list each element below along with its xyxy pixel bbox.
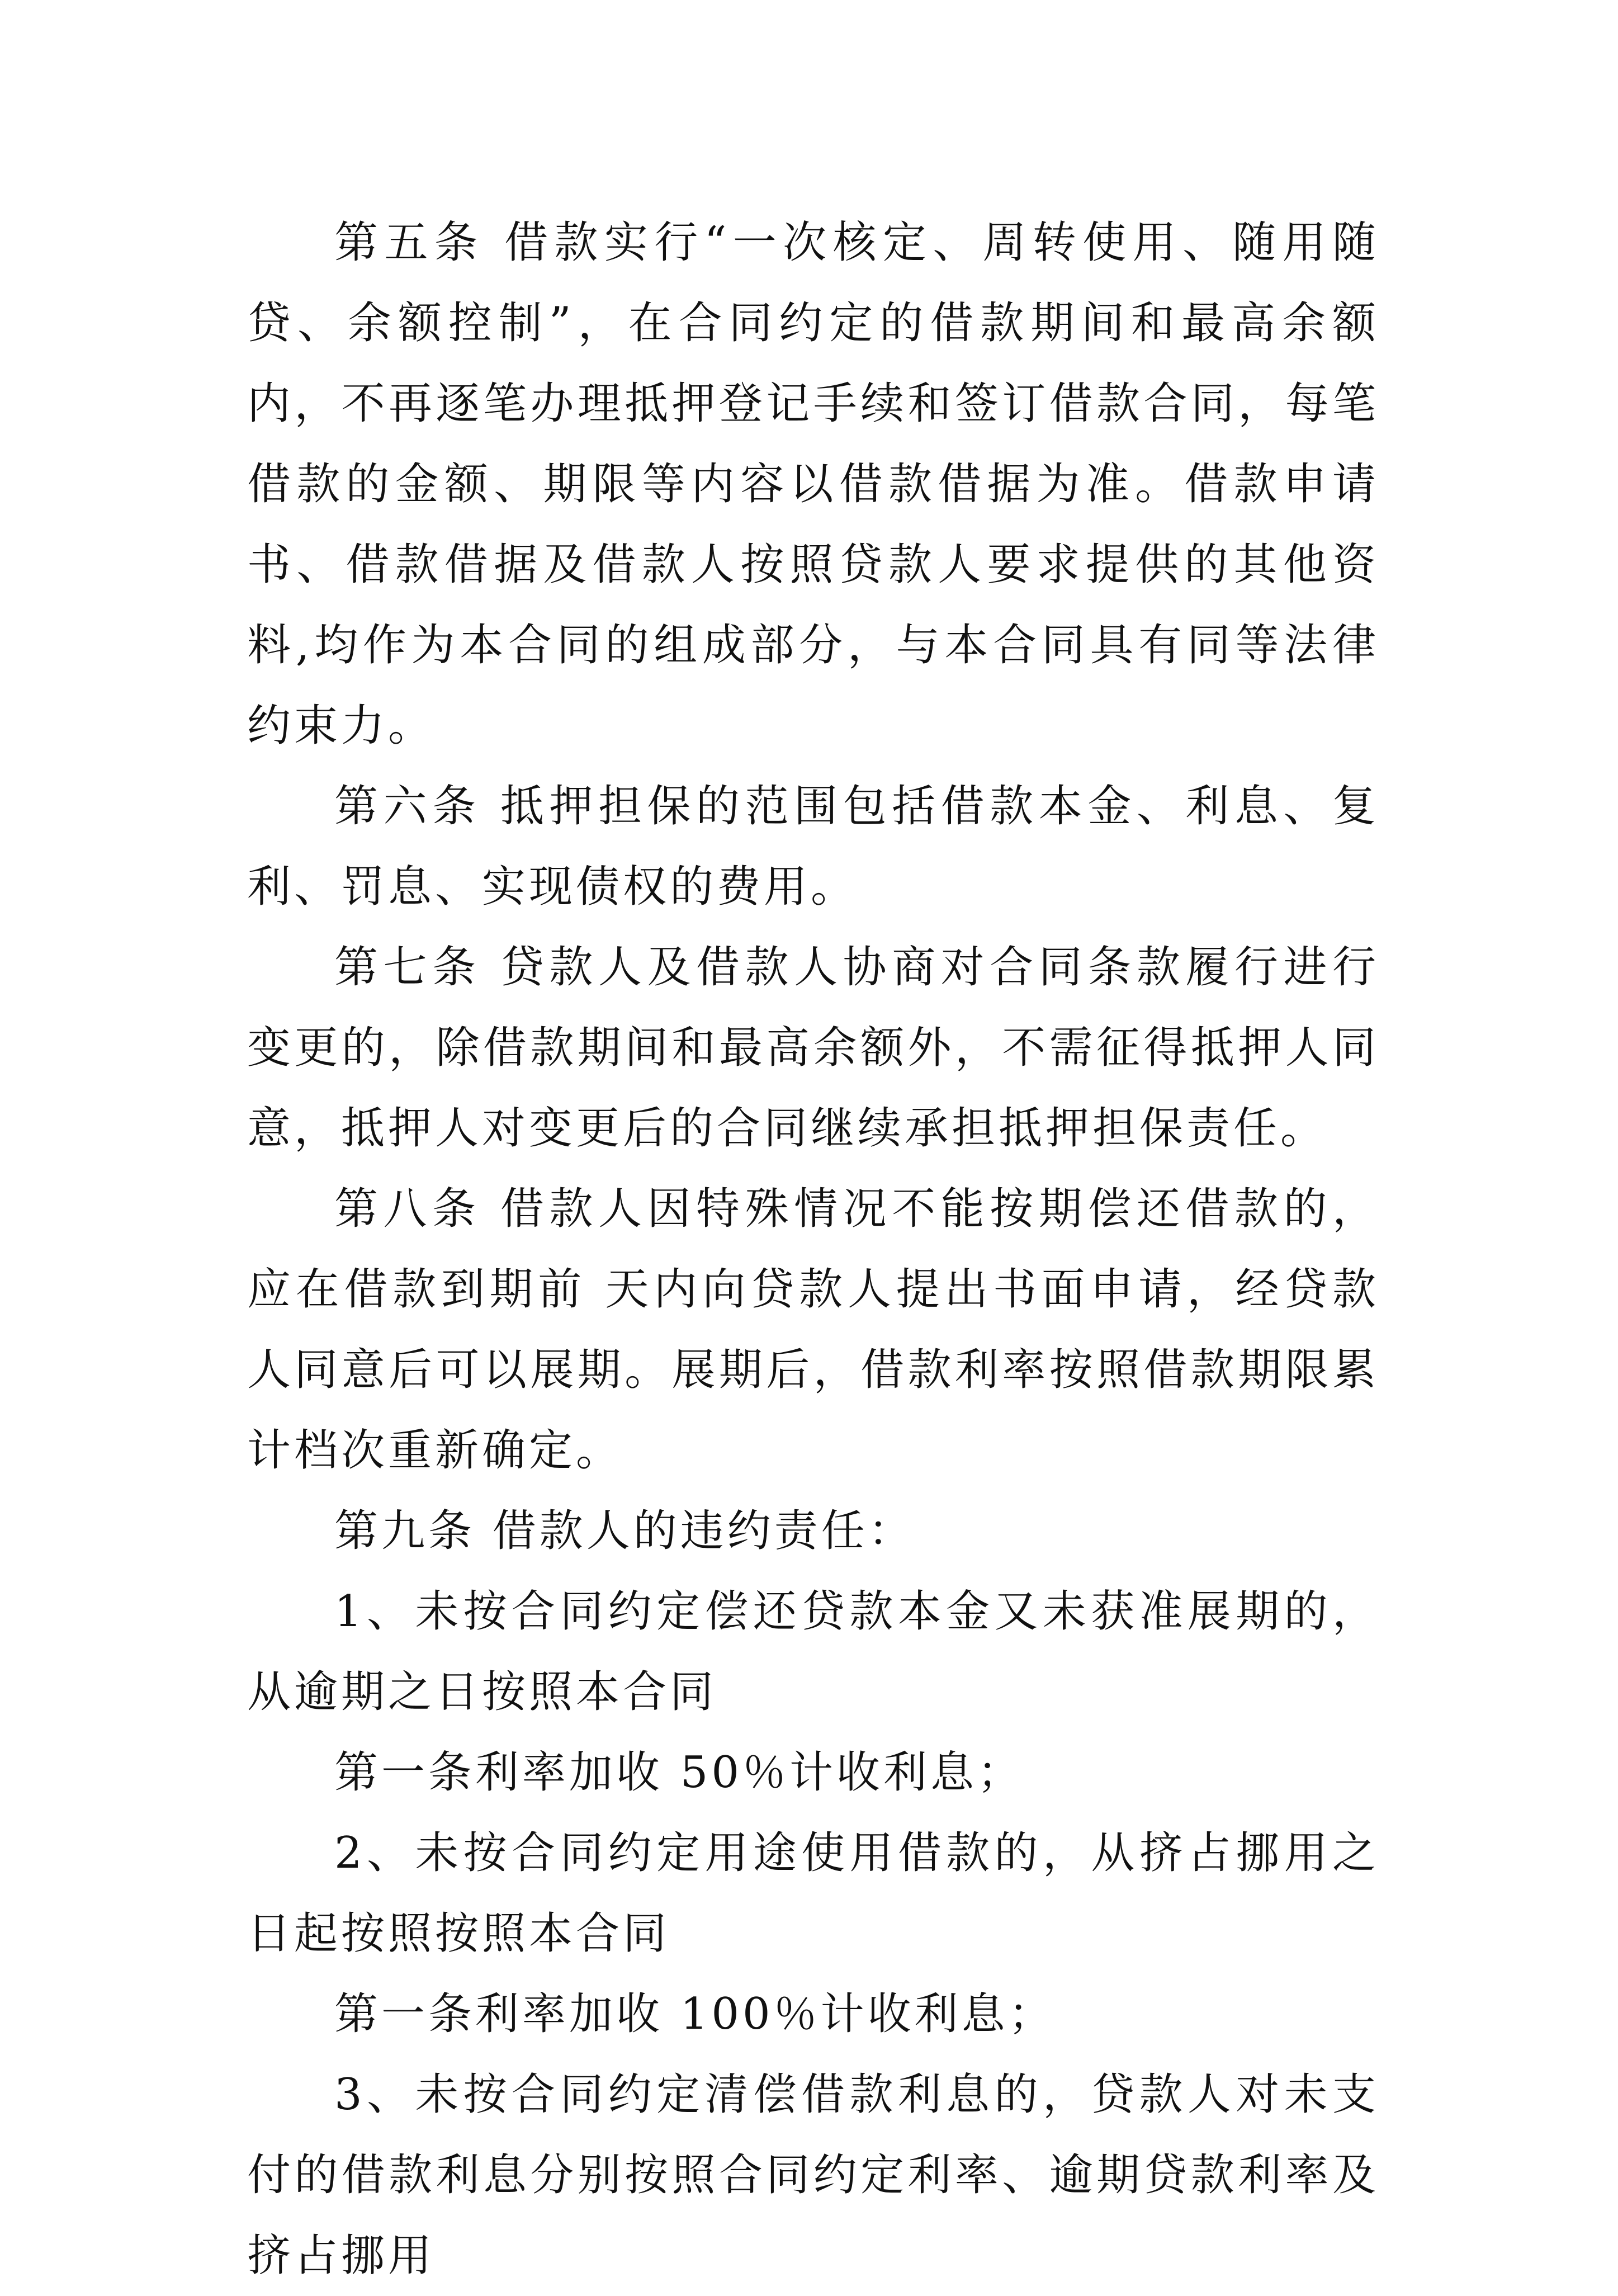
- article-9-heading: 第九条 借款人的违约责任：: [334, 1506, 915, 1556]
- article-9-item-3: 3、未按合同约定清偿借款利息的，贷款人对未支付的借款利息分别按照合同约定利率、逾期贷款利率及挤占挪用: [247, 2070, 1379, 2281]
- article-6-paragraph: 第六条 抵押担保的范围包括借款本金、利息、复利、罚息、实现债权的费用。: [247, 781, 1379, 912]
- article-9-item-1-continued: 第一条利率加收 50％计收利息；: [334, 1747, 1025, 1798]
- article-9-item-2: 2、未按合同约定用途使用借款的，从挤占挪用之日起按照按照本合同: [247, 1828, 1379, 1959]
- article-7-paragraph: 第七条 贷款人及借款人协商对合同条款履行进行变更的，除借款期间和最高余额外，不需征得抵押人同意，抵押人对变更后的合同继续承担抵押担保责任。: [247, 942, 1379, 1154]
- article-8-paragraph: 第八条 借款人因特殊情况不能按期偿还借款的，应在借款到期前 天内向贷款人提出书面申请，经贷款人同意后可以展期。展期后，借款利率按照借款期限累计档次重新确定。: [247, 1184, 1379, 1476]
- article-9-item-2-continued: 第一条利率加收 100％计收利息；: [334, 1989, 1056, 2039]
- article-5-paragraph: 第五条 借款实行“一次核定、周转使用、随用随贷、余额控制”，在合同约定的借款期间和最高余额内，不再逐笔办理抵押登记手续和签订借款合同，每笔借款的金额、期限等内容以借款借据为准。借款申请书、借款借据及借款人按照贷款人要求提供的其他资料,均作为本合同的组成部分，与本合同具有同等法律约束力。: [247, 218, 1379, 751]
- document-body: [247, 202, 1379, 2296]
- article-9-item-1: 1、未按合同约定偿还贷款本金又未获准展期的，从逾期之日按照本合同: [247, 1586, 1379, 1717]
